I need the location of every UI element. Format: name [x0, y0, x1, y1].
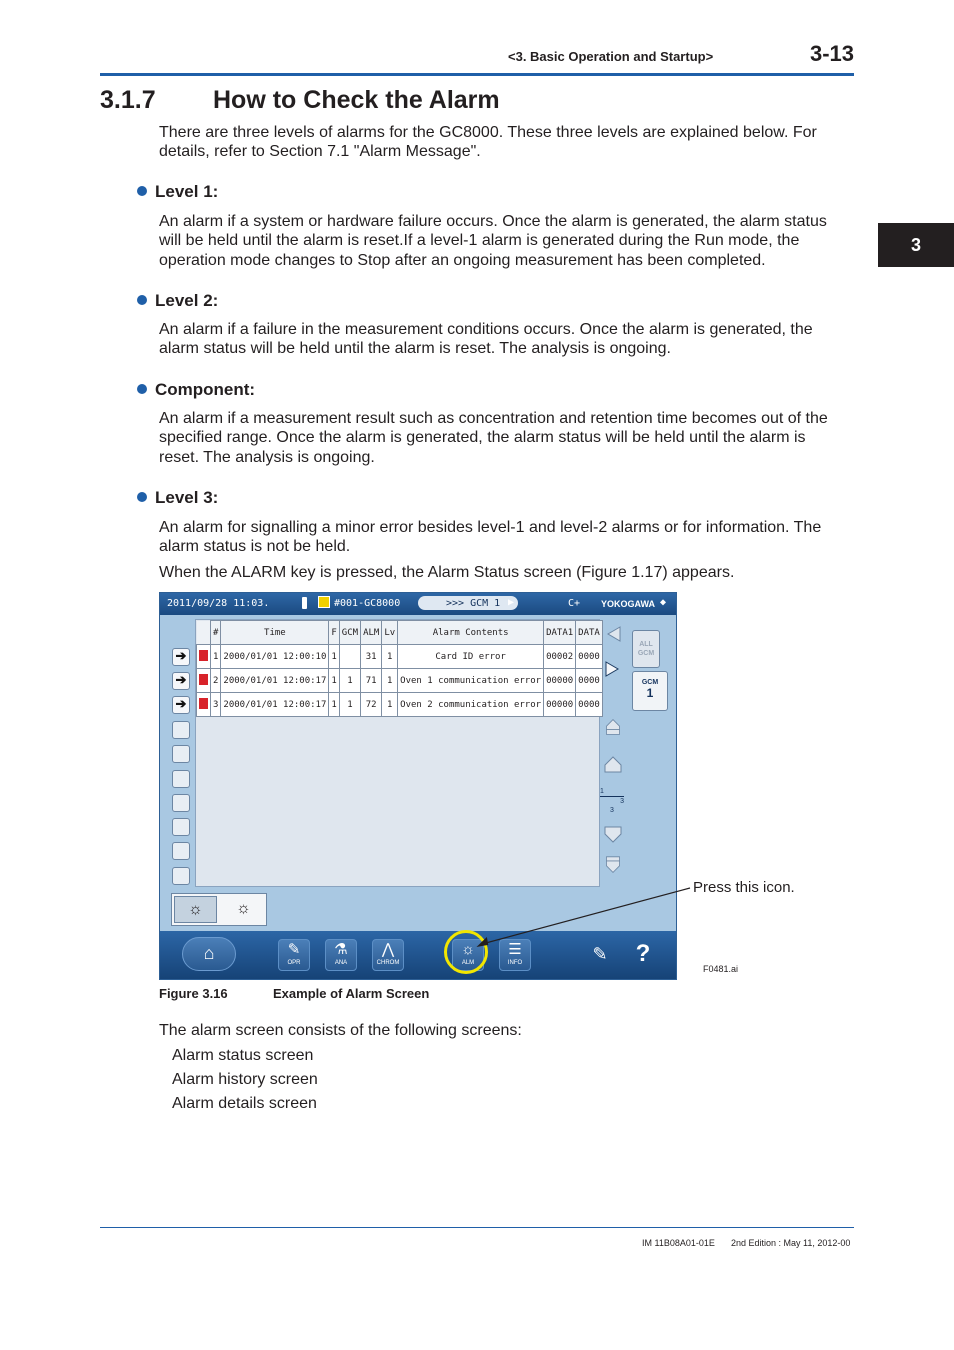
column-header: ALM [361, 621, 382, 645]
cell: 0000 [576, 693, 603, 717]
cell: 1 [211, 645, 221, 669]
row-1-select-button[interactable]: ➔ [172, 648, 190, 666]
row-select-button-empty[interactable] [172, 770, 190, 788]
bullet-icon [137, 492, 147, 502]
opr-label: OPR [287, 960, 301, 966]
footer-doc-number: IM 11B08A01-01E [642, 1238, 715, 1248]
cell: 1 [382, 669, 398, 693]
table-row[interactable] [197, 645, 603, 669]
callout-arrow [470, 880, 694, 960]
cell [339, 645, 360, 669]
cell: 00002 [544, 645, 576, 669]
column-header: Alarm Contents [398, 621, 544, 645]
cell: 1 [382, 693, 398, 717]
page-indicator-total: 3 [610, 807, 614, 814]
alarm-key-text: When the ALARM key is pressed, the Alarm Status screen (Figure 1.17) appears. [159, 564, 735, 581]
opr-icon: ✎ [287, 941, 301, 958]
device-name: #001-GC8000 [334, 598, 401, 609]
alarm-history-view-button[interactable]: ☼ [236, 900, 251, 917]
page-number: 3-13 [810, 41, 855, 66]
cell: 2000/01/01 12:00:10 [221, 645, 329, 669]
play-icon[interactable]: ▶ [508, 597, 515, 608]
screen-datetime: 2011/09/28 11:03. [167, 598, 270, 609]
row-3-select-button[interactable]: ➔ [172, 696, 190, 714]
cell: 2 [211, 669, 221, 693]
page-left-button[interactable] [604, 625, 622, 648]
brand-diamond-icon: ◆ [660, 597, 667, 608]
consists-text: The alarm screen consists of the following screens: [159, 1022, 522, 1039]
column-header: # [211, 621, 221, 645]
cell: 00000 [544, 693, 576, 717]
screen-top-bar [160, 593, 676, 615]
status-icon: C+ [568, 598, 581, 609]
chrom-label: CHROM [376, 960, 400, 966]
bullet-icon [137, 186, 147, 196]
level-2-title: Level 2: [155, 291, 219, 310]
cell: 3 [211, 693, 221, 717]
list-item: Alarm status screen [172, 1047, 314, 1064]
section-title: How to Check the Alarm [213, 86, 500, 114]
row-select-button-empty[interactable] [172, 721, 190, 739]
column-header: DATA [576, 621, 603, 645]
view-toggle [171, 893, 267, 926]
intro-paragraph: There are three levels of alarms for the GC8000. These three levels are explained below. For details, refer to Section 7.1 "Alarm Message". [159, 124, 817, 161]
page-indicator-current: 3 [600, 796, 624, 806]
row-select-button-empty[interactable] [172, 818, 190, 836]
figure-number: Figure 3.16 [159, 986, 228, 1001]
wrench-icon: ✎ [592, 944, 608, 964]
alarm-table [196, 620, 603, 717]
ana-label: ANA [334, 960, 348, 966]
column-header: GCM [339, 621, 360, 645]
gcm-1-tab[interactable] [632, 671, 668, 711]
icon-column-header [197, 621, 211, 645]
cell: 1 [329, 645, 339, 669]
cell: 1 [339, 669, 360, 693]
home-icon: ⌂ [203, 943, 215, 963]
cell: 0000 [576, 669, 603, 693]
all-tab-sublabel: GCM [637, 650, 655, 657]
cell: 00000 [544, 669, 576, 693]
cell: 1 [329, 693, 339, 717]
column-header: Time [221, 621, 329, 645]
table-row[interactable] [197, 693, 603, 717]
level-1-heading [137, 182, 218, 202]
bullet-icon [137, 295, 147, 305]
alarm-indicator-icon [318, 596, 330, 608]
level-1-text: An alarm if a system or hardware failure occurs. Once the alarm is generated, the alarm status will be held until the alarm is reset.If a level-1 alarm is generated during the Run mode, the operation mode changes to Stop after an ongoing measurement has been completed. [159, 213, 827, 269]
bullet-icon [137, 384, 147, 394]
cell: 31 [361, 645, 382, 669]
alarm-status-view-button[interactable]: ☼ [174, 896, 217, 923]
table-row[interactable] [197, 669, 603, 693]
alarm-icon [197, 693, 211, 717]
page-indicator [600, 787, 624, 815]
brand-logo: YOKOGAWA [601, 599, 656, 609]
chrom-button[interactable] [372, 939, 404, 971]
cell: Card ID error [398, 645, 544, 669]
cell: 72 [361, 693, 382, 717]
row-2-select-button[interactable]: ➔ [172, 672, 190, 690]
column-header: F [329, 621, 339, 645]
row-select-button-empty[interactable] [172, 745, 190, 763]
cell: Oven 2 communication error [398, 693, 544, 717]
page-up-button[interactable] [604, 755, 622, 778]
callout-label: Press this icon. [693, 879, 795, 896]
level-3-heading [137, 488, 218, 508]
footer-rule [100, 1227, 854, 1228]
row-select-button-empty[interactable] [172, 842, 190, 860]
chromatogram-icon: ⋀ [381, 941, 395, 958]
page-indicator-top: 1 [600, 788, 604, 795]
row-select-button-empty[interactable] [172, 867, 190, 885]
cell: 2000/01/01 12:00:17 [221, 693, 329, 717]
info-icon: ☰ [508, 941, 522, 958]
column-header: Lv [382, 621, 398, 645]
component-text: An alarm if a measurement result such as concentration and retention time becomes out of the specified range. Once the alarm is generated, the alarm status will be held until the alarm is reset. The analysis is ongoing. [159, 410, 828, 466]
all-gcm-tab[interactable] [632, 630, 660, 668]
page-first-button[interactable] [604, 718, 622, 741]
list-item: Alarm history screen [172, 1071, 318, 1088]
page-down-button[interactable] [604, 826, 622, 849]
level-3-text: An alarm for signalling a minor error besides level-1 and level-2 alarms or for information. The alarm status is not be held. [159, 519, 822, 556]
alarm-icon: ☼ [461, 941, 475, 958]
figure-file-name: F0481.ai [703, 964, 739, 974]
column-header: DATA1 [544, 621, 576, 645]
cell: 1 [382, 645, 398, 669]
opr-button[interactable] [278, 939, 310, 971]
cell: 1 [329, 669, 339, 693]
chapter-tab: 3 [878, 223, 954, 267]
alarm-list-pane [195, 619, 600, 887]
running-header: <3. Basic Operation and Startup> [508, 49, 714, 64]
gcm-tab-label: GCM [641, 679, 659, 686]
level-2-heading [137, 291, 218, 311]
page-last-button[interactable] [604, 856, 622, 879]
gcm-tab-number: 1 [646, 686, 654, 700]
alarm-icon [197, 669, 211, 693]
section-number: 3.1.7 [100, 86, 156, 114]
figure-title: Example of Alarm Screen [273, 986, 430, 1001]
page-right-button[interactable] [604, 660, 622, 683]
component-title: Component: [155, 380, 256, 399]
cell: 1 [339, 693, 360, 717]
ana-button[interactable] [325, 939, 357, 971]
info-label: INFO [507, 960, 523, 966]
component-heading [137, 380, 255, 400]
help-icon: ? [635, 940, 651, 967]
battery-icon [302, 597, 307, 609]
level-1-title: Level 1: [155, 182, 219, 201]
row-select-button-empty[interactable] [172, 794, 190, 812]
alm-label: ALM [461, 960, 475, 966]
cell: 0000 [576, 645, 603, 669]
cell: 2000/01/01 12:00:17 [221, 669, 329, 693]
cell: 71 [361, 669, 382, 693]
list-item: Alarm details screen [172, 1095, 317, 1112]
level-2-text: An alarm if a failure in the measurement conditions occurs. Once the alarm is generated, the alarm status will be held until the alarm is reset. The analysis is ongoing. [159, 321, 813, 358]
cell: Oven 1 communication error [398, 669, 544, 693]
gcm-nav-label: >>> GCM 1 [446, 598, 501, 609]
header-rule [100, 73, 854, 76]
table-header-row [197, 621, 603, 645]
ana-flask-icon: ⚗ [334, 941, 348, 958]
footer-edition: 2nd Edition : May 11, 2012-00 [731, 1238, 851, 1248]
home-button[interactable] [182, 937, 236, 971]
all-tab-label: ALL [639, 641, 653, 648]
alarm-icon [197, 645, 211, 669]
level-3-title: Level 3: [155, 488, 219, 507]
